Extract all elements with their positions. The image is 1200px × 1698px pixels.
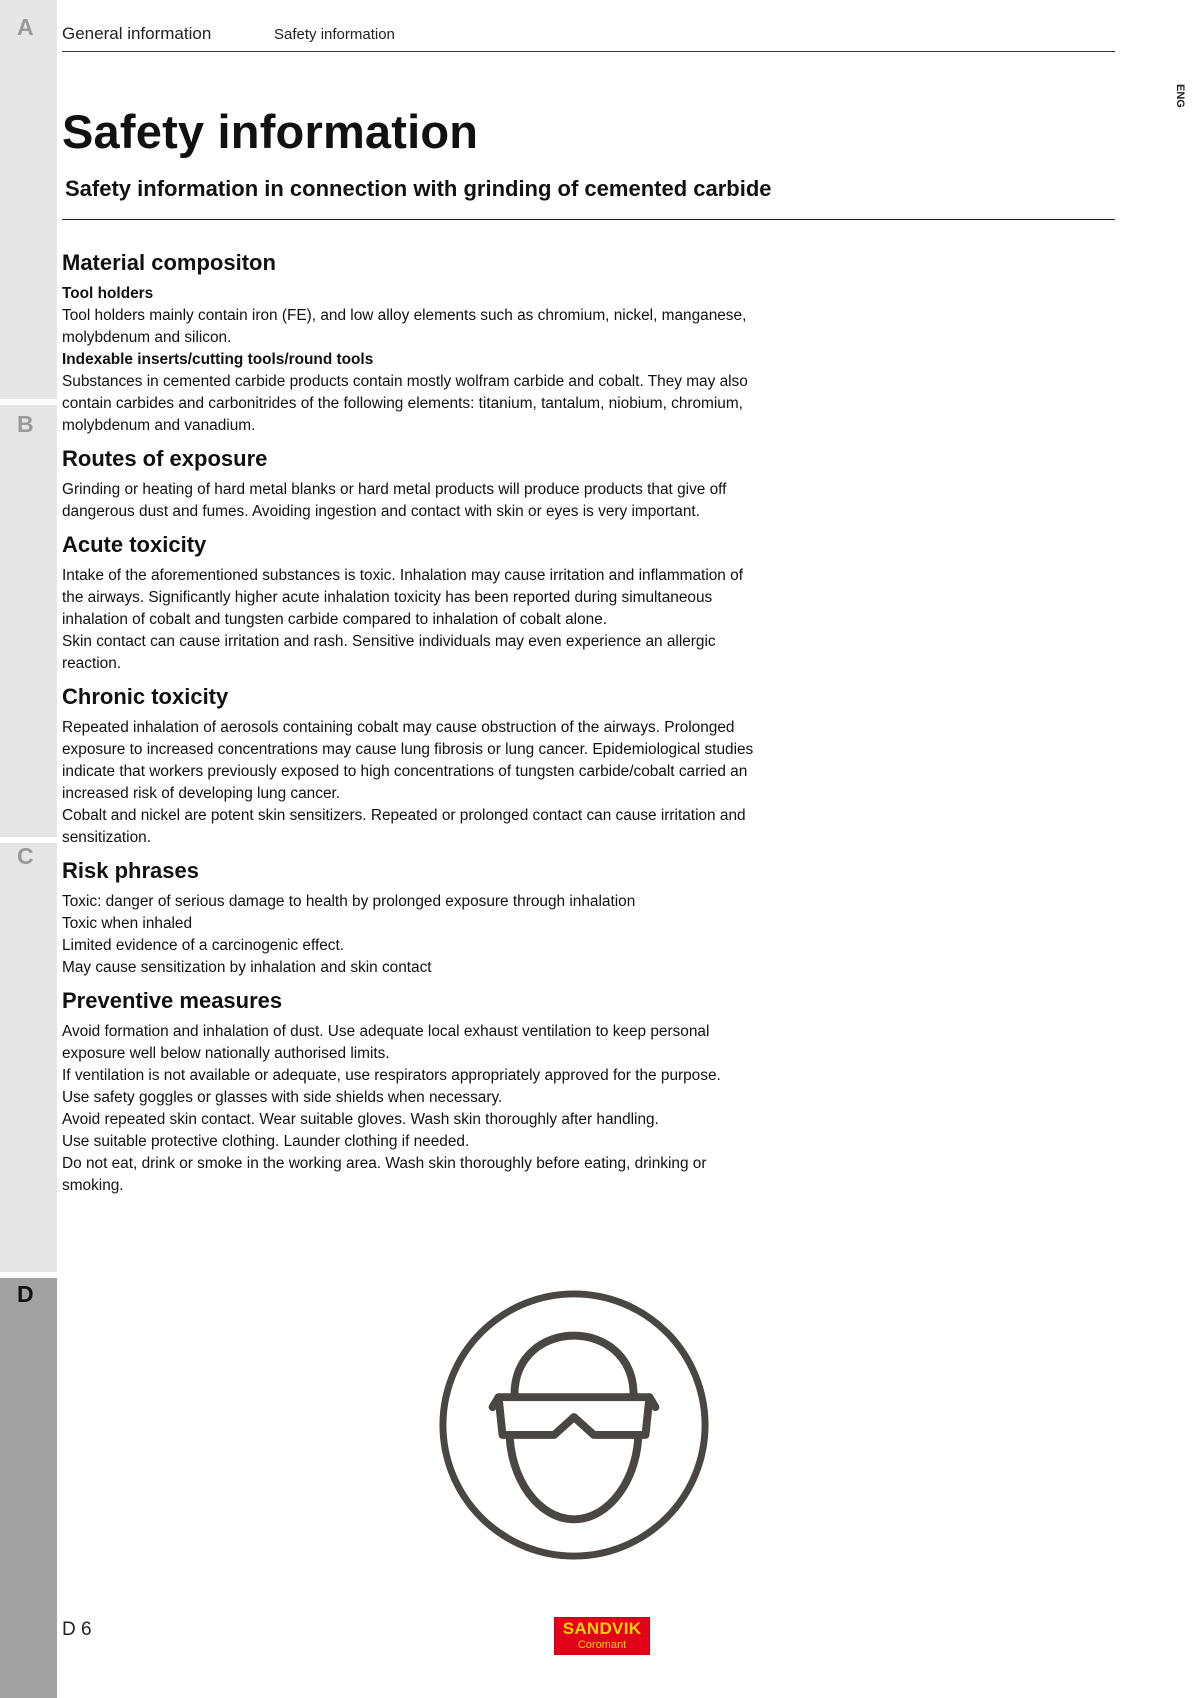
main-content [62, 249, 762, 1205]
safety-goggles-icon [435, 1286, 713, 1564]
tab-letter: D [17, 1281, 34, 1307]
list-item: Avoid repeated skin contact. Wear suitable gloves. Wash skin thoroughly after handling. [62, 1111, 659, 1128]
list-item: Toxic: danger of serious damage to health by prolonged exposure through inhalation [62, 893, 636, 910]
title-divider [62, 219, 1115, 220]
header-chapter: General information [62, 24, 212, 43]
list-item: Use suitable protective clothing. Launder clothing if needed. [62, 1133, 470, 1150]
section-acute [62, 531, 762, 675]
paragraph: Tool holders mainly contain iron (FE), and low alloy elements such as chromium, nickel, manganese, molybdenum and silicon. [62, 307, 747, 346]
tab-letter: C [17, 843, 34, 869]
list-item: Avoid formation and inhalation of dust. Use adequate local exhaust ventilation to keep personal exposure well below nationally authorised limits. [62, 1023, 710, 1062]
section-material [62, 249, 762, 437]
logo-brand: SANDVIK [562, 1619, 642, 1638]
paragraph: Substances in cemented carbide products contain mostly wolfram carbide and cobalt. They may also contain carbides and carbonitrides of the following elements: titanium, tantalum, niobium, chromium, molybdenum and vanadium. [62, 373, 748, 434]
running-header [62, 22, 1115, 52]
subheading-inserts: Indexable inserts/cutting tools/round tools [62, 351, 374, 368]
section-heading: Chronic toxicity [62, 684, 229, 709]
section-tab-d [0, 1278, 57, 1698]
paragraph: Intake of the aforementioned substances is toxic. Inhalation may cause irritation and inflammation of the airways. Significantly higher acute inhalation toxicity has been reported during simultaneous inhalation of cobalt and tungsten carbide compared to inhalation of cobalt alone. [62, 567, 743, 628]
list-item: Toxic when inhaled [62, 915, 193, 932]
section-chronic [62, 683, 762, 849]
section-risk [62, 857, 762, 979]
section-preventive [62, 987, 762, 1197]
section-heading: Preventive measures [62, 988, 283, 1013]
section-tab-a [0, 0, 57, 399]
language-marker: ENG [1174, 84, 1186, 108]
list-item: May cause sensitization by inhalation and skin contact [62, 959, 432, 976]
page-subtitle: Safety information in connection with grinding of cemented carbide [65, 176, 772, 201]
subheading-tool-holders: Tool holders [62, 285, 154, 302]
section-heading: Risk phrases [62, 858, 199, 883]
list-item: Do not eat, drink or smoke in the working area. Wash skin thoroughly before eating, drinking or smoking. [62, 1155, 707, 1194]
section-heading: Material compositon [62, 250, 276, 275]
logo-sub: Coromant [577, 1639, 627, 1651]
tab-letter: A [17, 14, 34, 40]
list-item: If ventilation is not available or adequate, use respirators appropriately approved for the purpose. [62, 1067, 721, 1084]
paragraph: Skin contact can cause irritation and rash. Sensitive individuals may even experience an allergic reaction. [62, 633, 716, 672]
list-item: Limited evidence of a carcinogenic effect. [62, 937, 345, 954]
sandvik-logo [554, 1617, 650, 1655]
section-tab-c [0, 843, 57, 1272]
section-heading: Routes of exposure [62, 446, 268, 471]
list-item: Use safety goggles or glasses with side shields when necessary. [62, 1089, 503, 1106]
paragraph: Grinding or heating of hard metal blanks or hard metal products will produce products that give off dangerous dust and fumes. Avoiding ingestion and contact with skin or eyes is very important. [62, 481, 727, 520]
section-tab-b [0, 405, 57, 837]
tab-letter: B [17, 411, 34, 437]
paragraph: Cobalt and nickel are potent skin sensitizers. Repeated or prolonged contact can cause irritation and sensitization. [62, 807, 746, 846]
paragraph: Repeated inhalation of aerosols containing cobalt may cause obstruction of the airways. Prolonged exposure to increased concentrations may cause lung fibrosis or lung cancer. Epidemiological studies indicate that workers previously exposed to high concentrations of tungsten carbide/cobalt carried an increased risk of developing lung cancer. [62, 719, 754, 802]
section-heading: Acute toxicity [62, 532, 207, 557]
page-number: D 6 [62, 1619, 92, 1640]
page-title: Safety information [62, 105, 479, 158]
header-topic: Safety information [274, 26, 395, 43]
section-routes [62, 445, 762, 523]
